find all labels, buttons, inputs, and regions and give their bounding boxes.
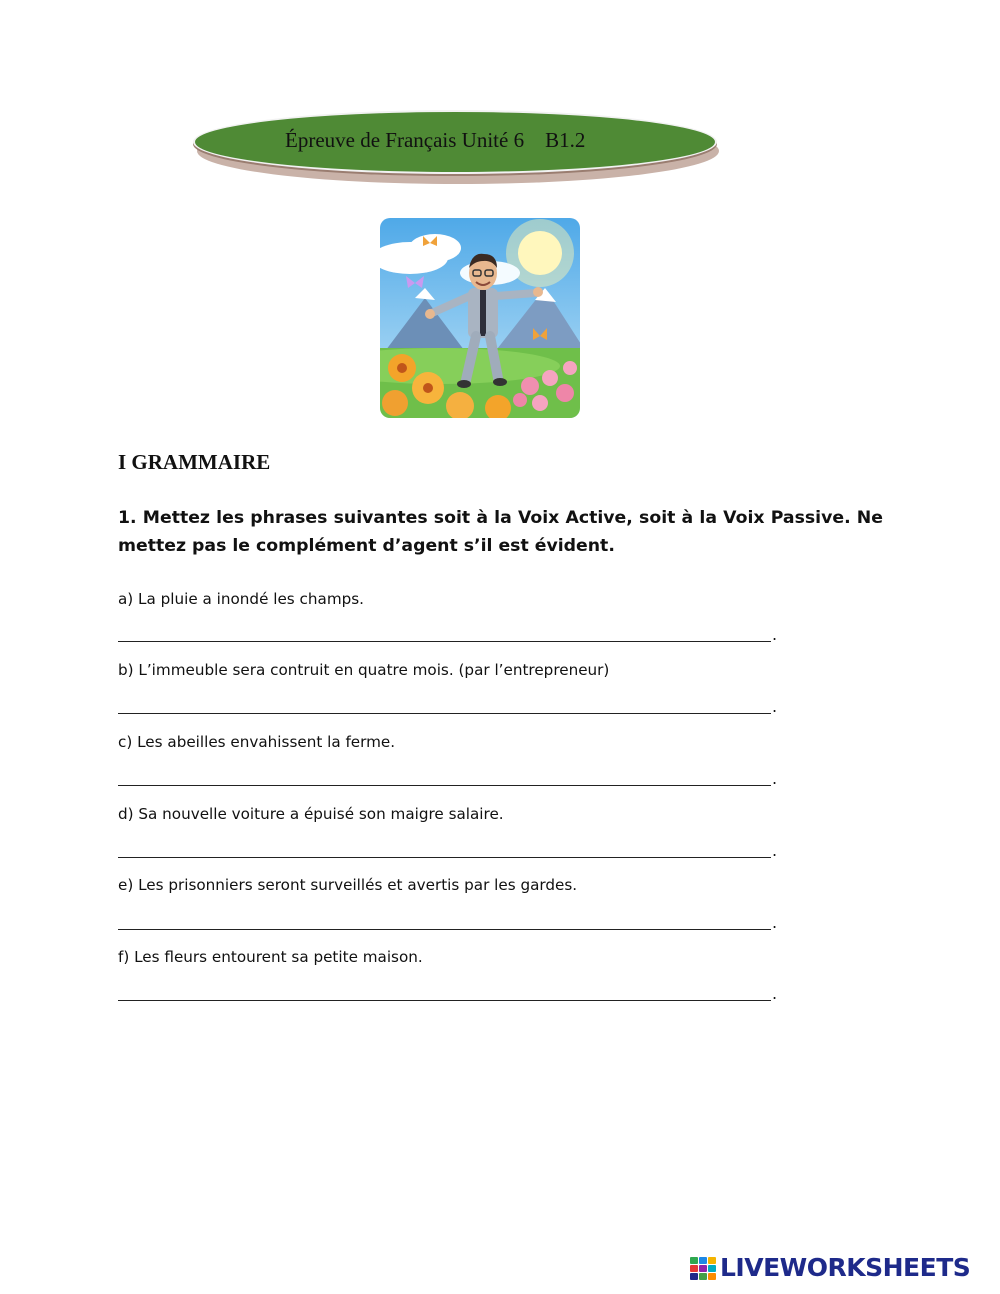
liveworksheets-mark-icon — [690, 1257, 718, 1281]
answer-line-f[interactable] — [118, 1000, 771, 1001]
page-title: Épreuve de Français Unité 6 B1.2 — [285, 128, 586, 152]
question-e: e) Les prisonniers seront surveillés et avertis par les gardes. — [118, 876, 578, 894]
answer-line-d[interactable] — [118, 857, 771, 858]
answer-end-dot: . — [772, 913, 778, 932]
answer-line-e[interactable] — [118, 929, 771, 930]
answer-line-c[interactable] — [118, 785, 771, 786]
avatar-illustration — [380, 218, 580, 418]
question-b: b) L’immeuble sera contruit en quatre mois. (par l’entrepreneur) — [118, 661, 610, 679]
exercise-instruction: 1. Mettez les phrases suivantes soit à la Voix Active, soit à la Voix Passive. Ne mettez pas le complément d’agent s’il est évident. — [118, 508, 883, 556]
question-a: a) La pluie a inondé les champs. — [118, 590, 365, 608]
section-title: I GRAMMAIRE — [118, 450, 271, 474]
question-c: c) Les abeilles envahissent la ferme. — [118, 733, 396, 751]
question-d: d) Sa nouvelle voiture a épuisé son maigre salaire. — [118, 805, 504, 823]
title-banner — [193, 110, 721, 186]
brand-name: LIVEWORKSHEETS — [720, 1253, 971, 1282]
answer-end-dot: . — [772, 625, 778, 644]
answer-end-dot: . — [772, 769, 778, 788]
answer-end-dot: . — [772, 697, 778, 716]
answer-line-a[interactable] — [118, 641, 771, 642]
avatar-scene — [380, 218, 580, 418]
answer-line-b[interactable] — [118, 713, 771, 714]
question-f: f) Les fleurs entourent sa petite maison. — [118, 948, 423, 966]
answer-end-dot: . — [772, 841, 778, 860]
answer-end-dot: . — [772, 984, 778, 1003]
